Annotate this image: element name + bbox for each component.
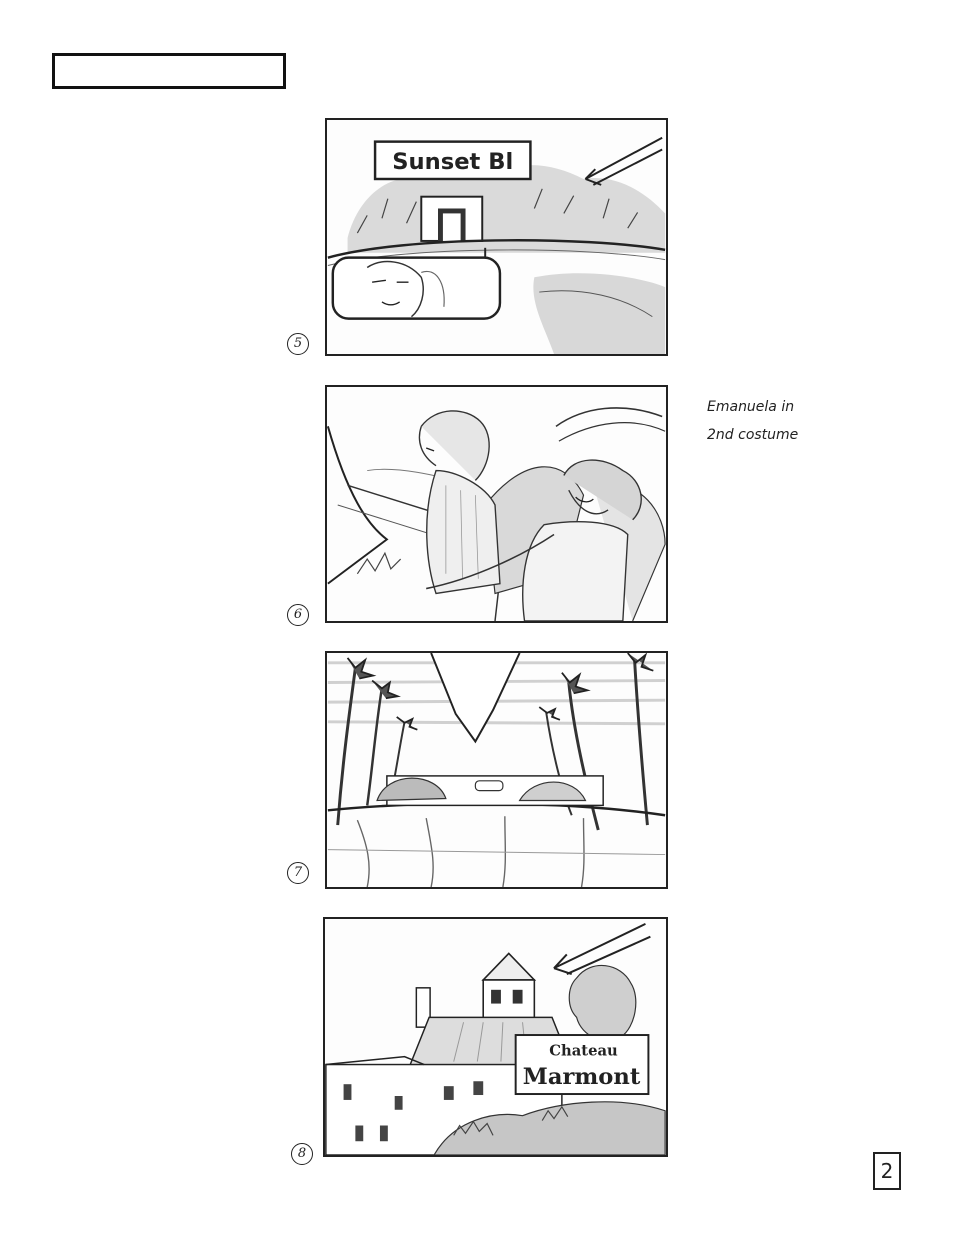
storyboard-panel-6 <box>325 385 668 623</box>
panel-number-5: 5 <box>287 333 309 355</box>
sign-chateau: Chateau <box>549 1042 618 1060</box>
panel-number-6: 6 <box>287 604 309 626</box>
panel-8-sketch <box>325 919 666 1155</box>
panel-5-sketch <box>327 120 666 354</box>
side-note: Emanuela in 2nd costume <box>707 399 799 443</box>
title-box <box>52 53 286 89</box>
panel-number-7: 7 <box>287 862 309 884</box>
panel-number-8: 8 <box>291 1143 313 1165</box>
sign-marmont: Marmont <box>522 1064 641 1091</box>
storyboard-panel-5 <box>325 118 668 356</box>
sign-sunset: Sunset Bl <box>392 149 514 176</box>
panel-7-sketch <box>327 653 666 887</box>
storyboard-panel-8 <box>323 917 668 1157</box>
page-number: 2 <box>873 1152 901 1190</box>
storyboard-panel-7 <box>325 651 668 889</box>
panel-6-sketch <box>327 387 666 621</box>
